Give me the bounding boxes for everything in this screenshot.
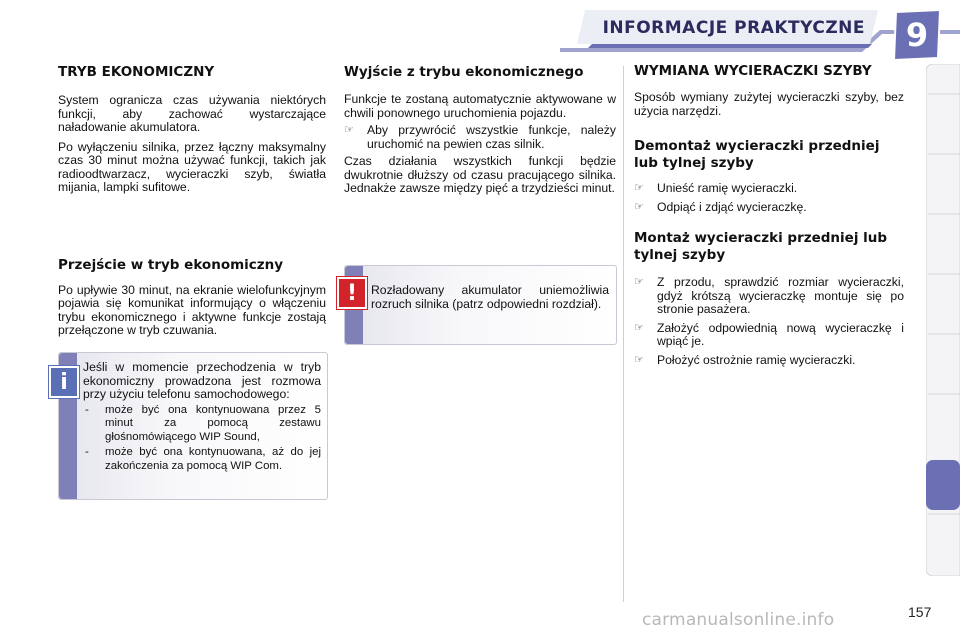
section-heading-economy-mode: TRYB EKONOMICZNY [58, 64, 215, 80]
list-item [83, 446, 321, 473]
list-item [83, 404, 321, 445]
info-icon: i [49, 366, 79, 398]
column-economy-mode [58, 60, 326, 338]
subsection-heading-wiper-fitting: Montaż wycieraczki przedniej lub tylnej szyby [634, 230, 888, 263]
paragraph: Po upływie 30 minut, na ekranie wielofunkcyjnym pojawia się komunikat informujący o włączeniu trybu ekonomicznego i aktywne funkcje zostają przełączone w tryb czuwania. [58, 282, 326, 337]
column-exit-economy [344, 60, 616, 196]
warning-icon: ! [337, 277, 367, 309]
pointing-hand-icon: ☞ [634, 276, 644, 288]
list-item-text: może być ona kontynuowana przez 5 minut za pomocą zestawu głośnomówiącego WIP Sound, [105, 403, 321, 443]
page-number: 157 [908, 604, 932, 620]
bullet-text: Unieść ramię wycieraczki. [657, 181, 798, 195]
subsection-heading-enter-economy: Przejście w tryb ekonomiczny [58, 256, 284, 273]
dash-marker: - [85, 446, 89, 458]
paragraph: Sposób wymiany zużytej wycieraczki szyby, bez użycia narzędzi. [634, 90, 904, 118]
bullet-text: Odpiąć i zdjąć wycieraczkę. [657, 199, 807, 214]
header-title: INFORMACJE PRAKTYCZNE [602, 18, 865, 38]
bullet-text: Aby przywrócić wszystkie funkcje, należy uruchomić na pewien czas silnik. [367, 123, 616, 151]
bullet-item [634, 276, 904, 317]
pointing-hand-icon: ☞ [344, 124, 354, 136]
warning-note-box [344, 265, 617, 345]
column-divider [623, 66, 624, 602]
dash-marker: - [85, 403, 89, 416]
section-heading-wiper-replacement: WYMIANA WYCIERACZKI SZYBY [634, 63, 872, 79]
paragraph: Po wyłączeniu silnika, przez łączny maksymalny czas 30 minut można używać funkcji, takich jak radioodtwarzacz, wycieraczki szyb, światła mijania, lampki sufitowe. [58, 139, 326, 194]
warning-note-text: Rozładowany akumulator uniemożliwia rozruch silnika (patrz odpowiedni rozdział). [371, 283, 609, 311]
pointing-hand-icon: ☞ [634, 182, 644, 194]
bullet-item [344, 124, 616, 151]
watermark: carmanualsonline.info [642, 610, 835, 630]
chapter-number: 9 [905, 16, 929, 54]
info-note-text [83, 361, 321, 473]
bullet-text: Założyć odpowiednią nową wycieraczkę i wpiąć je. [657, 320, 904, 348]
pointing-hand-icon: ☞ [634, 200, 644, 213]
bullet-item [634, 201, 904, 215]
subsection-heading-wiper-removal: Demontaż wycieraczki przedniej lub tylnej szyby [634, 138, 880, 171]
bullet-text: Położyć ostrożnie ramię wycieraczki. [657, 352, 856, 367]
bullet-text: Z przodu, sprawdzić rozmiar wycieraczki, gdyż krótszą wycieraczkę montuje się po stronie pasażera. [657, 275, 904, 316]
list-item-text: może być ona kontynuowana, aż do jej zakończenia za pomocą WIP Com. [105, 446, 321, 472]
pointing-hand-icon: ☞ [634, 353, 644, 366]
info-note-intro: Jeśli w momencie przechodzenia w tryb ekonomiczny prowadzona jest rozmowa przy użyciu telefonu samochodowego: [83, 360, 321, 401]
info-note-box [58, 352, 328, 500]
pointing-hand-icon: ☞ [634, 321, 644, 334]
paragraph: System ogranicza czas używania niektórych funkcji, aby zachować wystarczające naładowanie akumulatora. [58, 93, 326, 134]
bullet-item [634, 322, 904, 349]
bullet-item [634, 354, 904, 368]
section-heading-exit-economy: Wyjście z trybu ekonomicznego [344, 64, 584, 80]
bullet-item [634, 182, 904, 196]
chapter-tabs [926, 64, 960, 576]
column-wiper-replacement [634, 60, 904, 367]
paragraph: Czas działania wszystkich funkcji będzie dwukrotnie dłuższy od czasu pracującego silnika. Jednakże zawsze między pięć a trzydzieści minut. [344, 154, 616, 195]
paragraph: Funkcje te zostaną automatycznie aktywowane w chwili ponownego uruchomienia pojazdu. [344, 92, 616, 120]
